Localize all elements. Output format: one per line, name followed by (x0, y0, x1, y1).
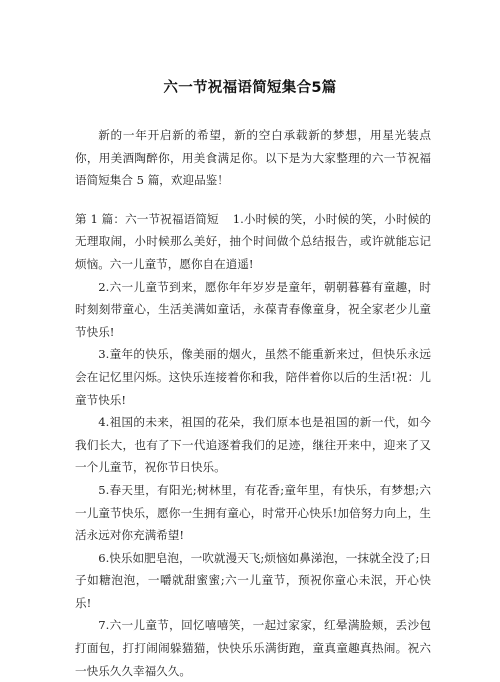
intro-paragraph: 新的一年开启新的希望，新的空白承载新的梦想，用星光装点你，用美酒陶醉你，用美食满足你。以下是为大家整理的六一节祝福语简短集合 5 篇，欢迎品鉴！ (75, 128, 431, 188)
paragraph-5: 5.春天里，有阳光;树林里，有花香;童年里，有快乐，有梦想;六一儿童节快乐，愿你一生拥有童心，时常开心快乐!加倍努力向上，生活永远对你充满希望! (75, 482, 431, 543)
paragraph-3: 3.童年的快乐，像美丽的烟火，虽然不能重新来过，但快乐永远会在记忆里闪烁。这快乐连接着你和我，陪伴着你以后的生活!祝：儿童节快乐! (75, 347, 431, 407)
page-title: 六一节祝福语简短集合5篇 (163, 80, 337, 96)
section-heading: 第 1 篇：六一节祝福语简短 (75, 211, 219, 226)
paragraph-2: 2.六一儿童节到来，愿你年年岁岁是童年，朝朝暮暮有童趣，时时刻刻带童心，生活美满如童话，永葆青春像童身，祝全家老少儿童节快乐! (75, 279, 431, 339)
section-first-paragraph (75, 208, 431, 276)
paragraph-4: 4.祖国的未来，祖国的花朵，我们原本也是祖国的新一代，如今我们长大，也有了下一代追逐着我们的足迹，继往开来中，迎来了又一个儿童节，祝你节日快乐。 (75, 415, 431, 475)
document-body (75, 124, 431, 682)
paragraph-7: 7.六一儿童节，回忆嘻嘻笑，一起过家家，红晕满脸颊，丢沙包打面包，打打闹闹躲猫猫，快快乐乐满街跑，童真童趣真热闹。祝六一快乐久久幸福久久。 (75, 618, 431, 678)
paragraph-6: 6.快乐如肥皂泡，一吹就漫天飞;烦恼如鼻涕泡，一抹就全没了;日子如糖泡泡，一嚼就甜蜜蜜;六一儿童节，预祝你童心未泯，开心快乐! (75, 550, 431, 610)
paragraph-1: 1.小时候的笑，小时候的笑，小时候的无理取闹，小时候那么美好，抽个时间做个总结报告，或许就能忘记烦恼。六一儿童节，愿你自在逍遥! (75, 211, 431, 271)
